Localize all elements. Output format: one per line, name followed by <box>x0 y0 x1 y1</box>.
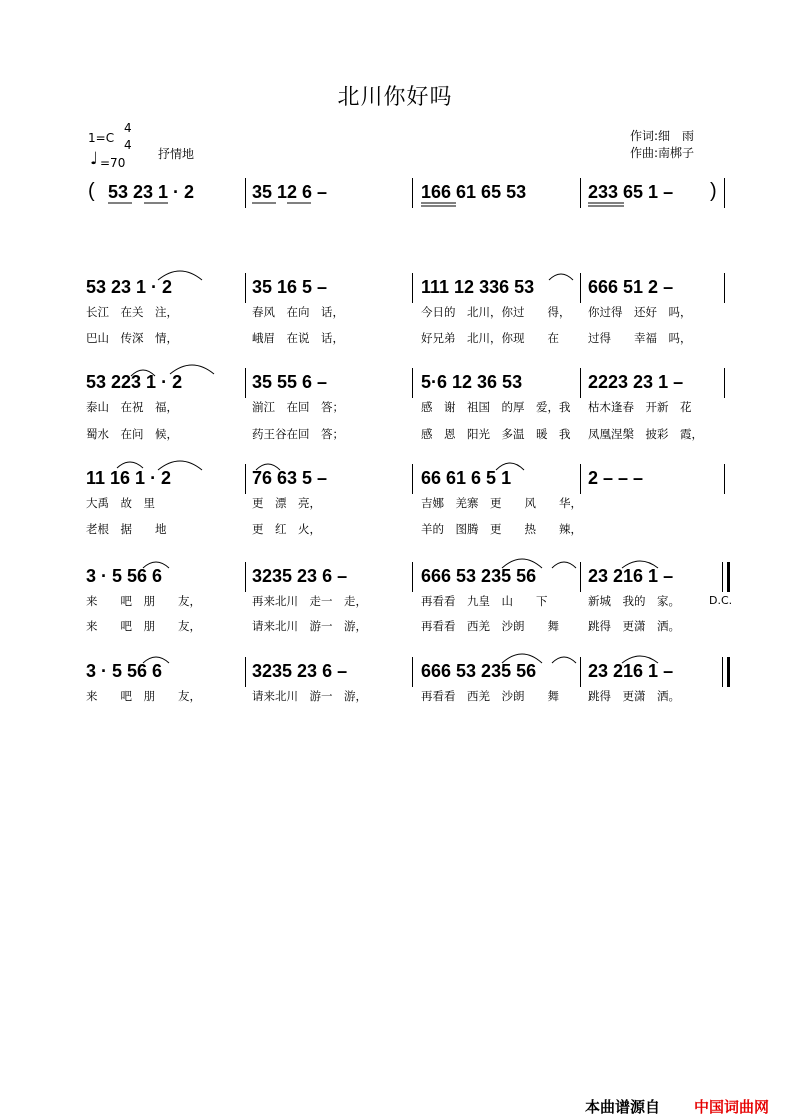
row-2-verse-1-lyric: 泰山 在祝 福， <box>86 400 178 414</box>
row-1-verse-2-lyric: 峨眉 在说 话， <box>252 331 344 345</box>
composer-credit: 作曲:南梆子 <box>630 146 695 160</box>
row-2-verse-2-lyric: 凤凰涅槃 披彩 霞， <box>588 427 703 441</box>
row-2-measure-2: 35 55 6 – <box>252 372 328 392</box>
row-5-measure-2: 3235 23 6 – <box>252 661 348 681</box>
slur-mark <box>143 657 169 663</box>
row-1-verse-2-lyric: 过得 幸福 吗， <box>588 331 692 345</box>
row-5-measure-1: 3 · 5 56 6 <box>86 661 163 681</box>
row-5-measure-3: 666 53 235 56 <box>421 661 537 681</box>
row-4-verse-2-lyric: 跳得 更潇 洒。 <box>588 619 680 633</box>
slur-mark <box>158 271 202 280</box>
slur-mark <box>143 562 169 568</box>
row-3-verse-2-lyric: 羊的 图腾 更 热 辣， <box>421 522 582 536</box>
slur-mark <box>256 464 280 470</box>
intro-open-paren: ( <box>88 180 95 202</box>
row-2-measure-3: 5·6 12 36 53 <box>421 372 523 392</box>
row-3-measure-2: 76 63 5 – <box>252 468 328 488</box>
row-4-verse-1-lyric: 再来北川 走一 走， <box>252 594 367 608</box>
slur-mark <box>552 657 576 663</box>
intro-close-paren: ) <box>710 180 717 202</box>
time-signature-bottom: 4 <box>124 138 132 152</box>
row-1-verse-1-lyric: 你过得 还好 吗， <box>588 305 692 319</box>
song-title: 北川你好吗 <box>337 85 453 110</box>
row-2-measure-1: 53 223 1 · 2 <box>86 372 183 392</box>
time-signature-top: 4 <box>124 121 132 135</box>
source-label: 本曲谱源自 <box>585 1098 661 1116</box>
row-1-verse-2-lyric: 巴山 传深 情， <box>86 331 178 345</box>
expression-mark: 抒情地 <box>158 147 195 161</box>
slur-mark <box>496 463 524 470</box>
row-1-verse-1-lyric: 春风 在向 话， <box>252 305 344 319</box>
row-2-verse-1-lyric: 感 谢 祖国 的厚 爱，我 <box>421 400 571 414</box>
row-3-measure-4: 2 – – – <box>588 468 644 488</box>
intro-measure-1: 53 23 1 · 2 <box>108 182 195 202</box>
slur-mark <box>549 274 573 280</box>
quarter-note-icon: ♩ <box>90 149 99 169</box>
tempo-value: =70 <box>100 156 126 170</box>
row-1-measure-4: 666 51 2 – <box>588 277 674 297</box>
row-5-verse-1-lyric: 请来北川 游一 游， <box>252 689 367 703</box>
row-5-verse-1-lyric: 再看看 西羌 沙朗 舞 <box>421 689 559 703</box>
row-4-measure-2: 3235 23 6 – <box>252 566 348 586</box>
row-1-verse-1-lyric: 长江 在关 注， <box>86 305 178 319</box>
row-2-measure-4: 2223 23 1 – <box>588 372 684 392</box>
slur-mark <box>502 559 542 568</box>
row-3-verse-1-lyric: 吉娜 羌寨 更 风 华， <box>421 496 582 510</box>
row-2-verse-2-lyric: 感 恩 阳光 多温 暖 我 <box>421 427 571 441</box>
slur-mark <box>552 562 576 568</box>
intro-measure-2: 35 12 6 – <box>252 182 328 202</box>
da-capo-mark: D.C. <box>709 594 733 607</box>
row-4-verse-2-lyric: 再看看 西羌 沙朗 舞 <box>421 619 559 633</box>
row-5-measure-4: 23 216 1 – <box>588 661 674 681</box>
slur-mark <box>131 370 155 376</box>
slur-mark <box>170 365 214 374</box>
row-3-verse-1-lyric: 大禹 故 里 <box>86 496 155 510</box>
row-1-measure-1: 53 23 1 · 2 <box>86 277 173 297</box>
row-3-verse-2-lyric: 老根 据 地 <box>86 522 167 536</box>
row-4-measure-1: 3 · 5 56 6 <box>86 566 163 586</box>
slur-mark <box>502 654 542 663</box>
row-4-measure-4: 23 216 1 – <box>588 566 674 586</box>
intro-measure-4: 233 65 1 – <box>588 182 674 202</box>
row-1-verse-1-lyric: 今日的 北川，你过 得， <box>421 305 571 319</box>
slur-mark <box>117 462 143 468</box>
row-2-verse-1-lyric: 湔江 在回 答； <box>252 400 344 414</box>
row-4-verse-1-lyric: 新城 我的 家。 <box>588 594 680 608</box>
site-name-link[interactable]: 中国词曲网 <box>694 1098 770 1116</box>
row-2-verse-2-lyric: 蜀水 在问 候， <box>86 427 178 441</box>
row-4-verse-2-lyric: 来 吧 朋 友， <box>86 619 201 633</box>
row-2-verse-2-lyric: 药王谷在回 答； <box>252 427 344 441</box>
row-1-verse-2-lyric: 好兄弟 北川，你现 在 <box>421 331 559 345</box>
slur-mark <box>158 461 202 470</box>
lyricist-credit: 作词:细 雨 <box>630 129 695 143</box>
row-3-verse-1-lyric: 更 漂 亮， <box>252 496 321 510</box>
row-4-verse-1-lyric: 来 吧 朋 友， <box>86 594 201 608</box>
slur-mark <box>622 561 658 568</box>
row-3-measure-3: 66 61 6 5 1 <box>421 468 512 488</box>
intro-measure-3: 166 61 65 53 <box>421 182 527 202</box>
row-2-verse-1-lyric: 枯木逢春 开新 花 <box>588 400 692 414</box>
row-4-verse-1-lyric: 再看看 九皇 山 下 <box>421 594 548 608</box>
row-3-verse-2-lyric: 更 红 火， <box>252 522 321 536</box>
row-1-measure-3: 111 12 336 53 <box>421 277 535 297</box>
row-4-measure-3: 666 53 235 56 <box>421 566 537 586</box>
key-signature: 1=C <box>88 131 115 145</box>
row-5-verse-1-lyric: 来 吧 朋 友， <box>86 689 201 703</box>
slur-mark <box>622 656 658 663</box>
row-5-verse-1-lyric: 跳得 更潇 洒。 <box>588 689 680 703</box>
row-3-measure-1: 11 16 1 · 2 <box>86 468 172 488</box>
row-4-verse-2-lyric: 请来北川 游一 游， <box>252 619 367 633</box>
row-1-measure-2: 35 16 5 – <box>252 277 328 297</box>
